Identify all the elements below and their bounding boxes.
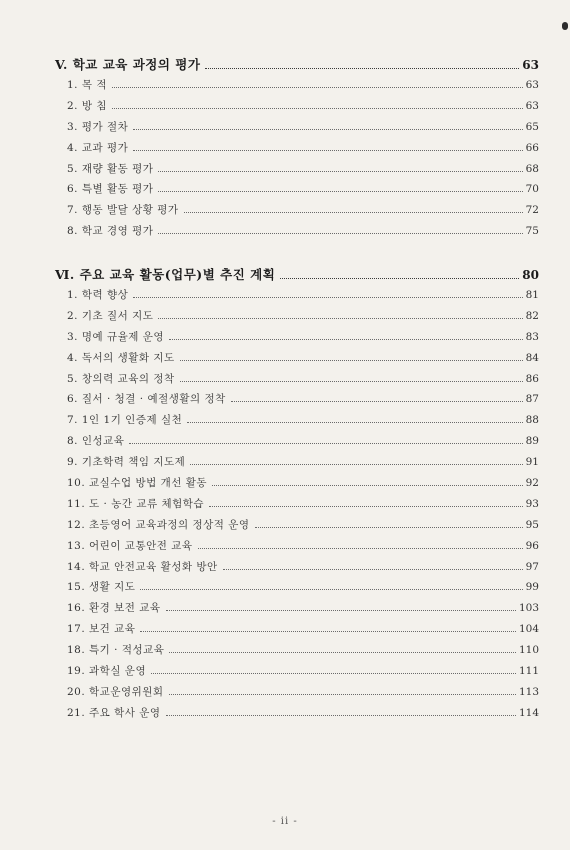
dot-leader xyxy=(255,527,523,528)
section-heading-row xyxy=(55,265,539,285)
dot-leader xyxy=(158,171,522,172)
dot-leader xyxy=(184,212,523,213)
entry-label: 8. 학교 경영 평가 xyxy=(67,225,154,238)
toc-section-6 xyxy=(55,265,539,726)
entry-label: 8. 인성교육 xyxy=(67,435,125,448)
entry-label: 4. 독서의 생활화 지도 xyxy=(67,351,175,364)
entry-page-number: 89 xyxy=(525,435,539,448)
entry-label: 5. 재량 활동 평가 xyxy=(67,162,154,175)
toc-entry xyxy=(55,412,539,433)
entry-page-number: 96 xyxy=(525,539,539,552)
toc-entry xyxy=(55,391,539,412)
entry-page-number: 75 xyxy=(525,225,539,238)
entry-label: 19. 과학실 운영 xyxy=(67,665,147,678)
toc-entry xyxy=(55,119,539,140)
corner-mark xyxy=(562,22,568,30)
toc-entry xyxy=(55,454,539,475)
toc-entry xyxy=(55,621,539,642)
entry-page-number: 99 xyxy=(525,581,539,594)
section-page-number: 63 xyxy=(522,58,539,72)
entry-label: 13. 어린이 교통안전 교육 xyxy=(67,539,193,552)
toc-entry xyxy=(55,600,539,621)
toc-entry xyxy=(55,579,539,600)
dot-leader xyxy=(166,610,516,611)
entry-page-number: 88 xyxy=(525,414,539,427)
dot-leader xyxy=(133,150,522,151)
entry-label: 9. 기초학력 책임 지도제 xyxy=(67,456,186,469)
toc-entry xyxy=(55,202,539,223)
toc-entry xyxy=(55,287,539,308)
entry-page-number: 92 xyxy=(525,477,539,490)
section-heading-row xyxy=(55,55,539,75)
entry-page-number: 70 xyxy=(525,183,539,196)
dot-leader xyxy=(180,381,523,382)
entry-label: 21. 주요 학사 운영 xyxy=(67,706,161,719)
toc-entry xyxy=(55,705,539,726)
section-heading: Ⅵ. 주요 교육 활동(업무)별 추진 계획 xyxy=(55,267,276,282)
toc-entry xyxy=(55,161,539,182)
entry-page-number: 83 xyxy=(525,330,539,343)
toc-entry xyxy=(55,223,539,244)
entry-page-number: 103 xyxy=(518,602,539,615)
toc-entry xyxy=(55,433,539,454)
toc-entry xyxy=(55,140,539,161)
toc-entry xyxy=(55,329,539,350)
toc-entry xyxy=(55,559,539,580)
entry-label: 7. 행동 발달 상황 평가 xyxy=(67,204,179,217)
entry-label: 6. 특별 활동 평가 xyxy=(67,183,154,196)
toc-entry xyxy=(55,642,539,663)
dot-leader xyxy=(280,278,519,279)
dot-leader xyxy=(187,422,522,423)
dot-leader xyxy=(205,68,519,69)
entry-label: 11. 도 · 농간 교류 체험학습 xyxy=(67,497,205,510)
entry-label: 1. 목 적 xyxy=(67,79,107,91)
toc-list xyxy=(55,77,539,244)
dot-leader xyxy=(112,108,523,109)
entry-page-number: 93 xyxy=(525,497,539,510)
entry-page-number: 97 xyxy=(525,560,539,573)
dot-leader xyxy=(166,715,516,716)
toc-entry xyxy=(55,496,539,517)
entry-label: 10. 교실수업 방법 개선 활동 xyxy=(67,477,207,490)
toc-entry xyxy=(55,181,539,202)
entry-page-number: 84 xyxy=(525,351,539,364)
entry-label: 16. 환경 보전 교육 xyxy=(67,602,161,615)
toc-entry xyxy=(55,308,539,329)
entry-label: 17. 보건 교육 xyxy=(67,623,136,636)
dot-leader xyxy=(151,673,516,674)
dot-leader xyxy=(158,318,522,319)
dot-leader xyxy=(223,569,523,570)
entry-page-number: 68 xyxy=(525,162,539,175)
entry-label: 20. 학교운영위원회 xyxy=(67,685,164,698)
toc-entry xyxy=(55,77,539,98)
dot-leader xyxy=(140,631,516,632)
entry-label: 3. 명예 규율제 운영 xyxy=(67,330,165,343)
dot-leader xyxy=(133,297,522,298)
dot-leader xyxy=(209,506,523,507)
entry-page-number: 81 xyxy=(525,289,539,301)
dot-leader xyxy=(169,694,516,695)
entry-label: 2. 기초 질서 지도 xyxy=(67,309,154,322)
toc-entry xyxy=(55,538,539,559)
dot-leader xyxy=(133,129,522,130)
entry-page-number: 91 xyxy=(525,456,539,469)
entry-page-number: 111 xyxy=(518,665,539,678)
toc-entry xyxy=(55,475,539,496)
entry-page-number: 63 xyxy=(525,99,539,112)
dot-leader xyxy=(198,548,523,549)
dot-leader xyxy=(212,485,523,486)
entry-page-number: 82 xyxy=(525,309,539,322)
toc-entry xyxy=(55,350,539,371)
entry-label: 2. 방 침 xyxy=(67,99,107,112)
entry-page-number: 86 xyxy=(525,372,539,385)
entry-label: 18. 특기 · 적성교육 xyxy=(67,644,165,657)
dot-leader xyxy=(169,652,516,653)
toc-entry xyxy=(55,517,539,538)
entry-page-number: 113 xyxy=(518,685,539,698)
entry-page-number: 95 xyxy=(525,518,539,531)
entry-page-number: 72 xyxy=(525,204,539,217)
section-page-number: 80 xyxy=(522,268,539,282)
dot-leader xyxy=(158,233,522,234)
entry-label: 15. 생활 지도 xyxy=(67,581,136,594)
entry-page-number: 104 xyxy=(518,623,539,636)
entry-label: 5. 창의력 교육의 정착 xyxy=(67,372,175,385)
dot-leader xyxy=(129,443,522,444)
toc-list xyxy=(55,287,539,726)
toc-entry xyxy=(55,371,539,392)
dot-leader xyxy=(158,191,522,192)
entry-page-number: 66 xyxy=(525,141,539,154)
entry-label: 4. 교과 평가 xyxy=(67,141,129,154)
section-heading: V. 학교 교육 과정의 평가 xyxy=(55,57,201,72)
entry-page-number: 110 xyxy=(518,644,539,657)
toc-entry xyxy=(55,663,539,684)
dot-leader xyxy=(190,464,522,465)
dot-leader xyxy=(112,87,523,88)
dot-leader xyxy=(140,589,522,590)
entry-page-number: 114 xyxy=(518,706,539,719)
entry-label: 12. 초등영어 교육과정의 정상적 운영 xyxy=(67,518,250,531)
entry-page-number: 63 xyxy=(525,79,539,91)
dot-leader xyxy=(180,360,523,361)
page-footer: - ii - xyxy=(272,816,298,827)
entry-label: 1. 학력 향상 xyxy=(67,289,129,301)
toc-entry xyxy=(55,98,539,119)
entry-label: 14. 학교 안전교육 활성화 방안 xyxy=(67,560,218,573)
entry-label: 7. 1인 1기 인증제 실천 xyxy=(67,414,183,427)
toc-entry xyxy=(55,684,539,705)
entry-label: 3. 평가 절차 xyxy=(67,120,129,133)
dot-leader xyxy=(169,339,523,340)
entry-page-number: 87 xyxy=(525,393,539,406)
entry-page-number: 65 xyxy=(525,120,539,133)
dot-leader xyxy=(231,401,523,402)
toc-section-5 xyxy=(55,55,539,244)
entry-label: 6. 질서 · 청결 · 예절생활의 정착 xyxy=(67,393,226,406)
